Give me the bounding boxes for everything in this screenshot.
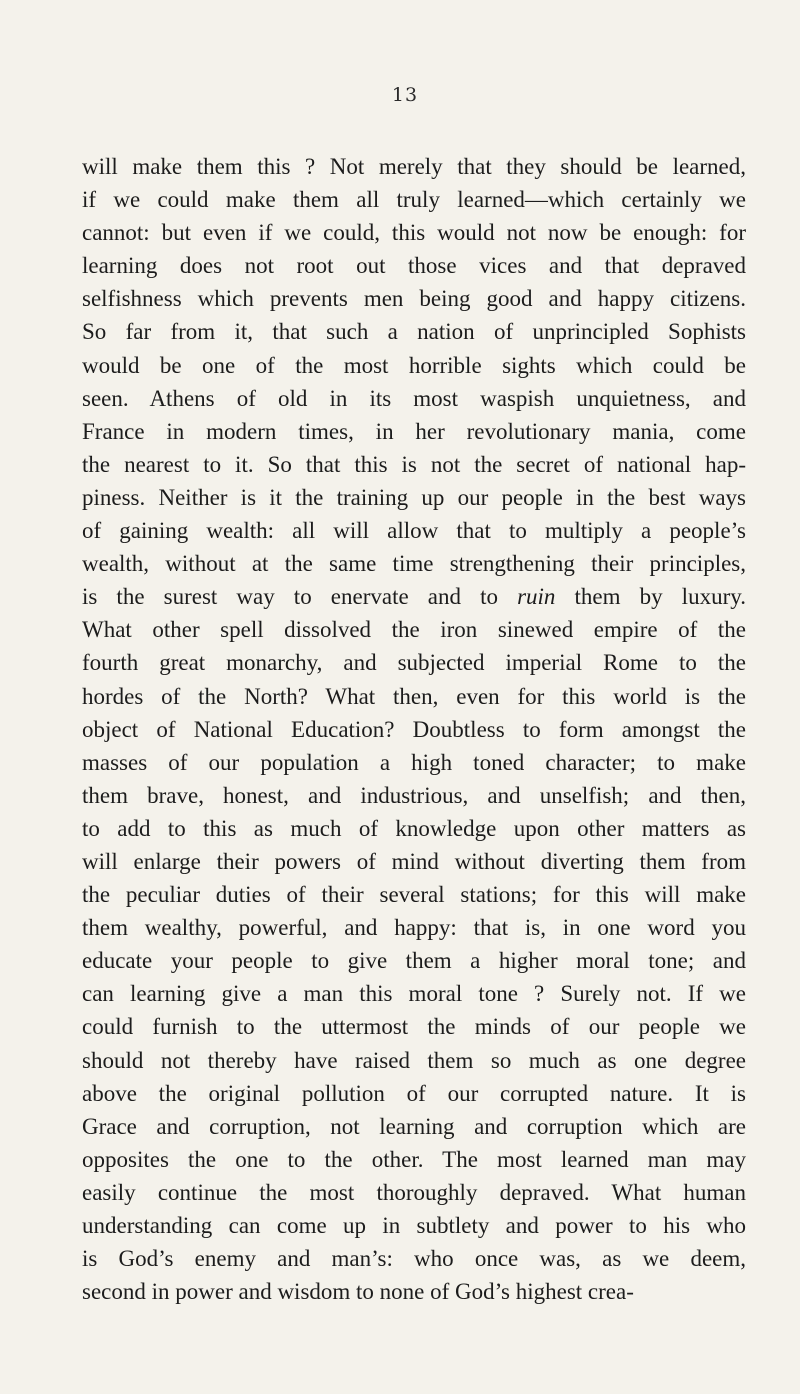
text-line-19: masses of our population a high toned character; to make xyxy=(82,749,746,775)
text-line-11: piness. Neither is it the training up our people in the best ways xyxy=(82,484,746,510)
body-text xyxy=(82,150,746,1308)
text-line-25: educate your people to give them a higher moral tone; and xyxy=(82,948,746,974)
page-number: 13 xyxy=(391,84,419,106)
text-line-35: second in power and wisdom to none of God’s highest crea- xyxy=(82,1279,634,1305)
text-line-16: fourth great monarchy, and subjected imperial Rome to the xyxy=(82,650,746,676)
text-line-34: is God’s enemy and man’s: who once was, as we deem, xyxy=(82,1246,746,1272)
text-line-6: So far from it, that such a nation of unprincipled Sophists xyxy=(82,319,746,345)
text-line-3: cannot: but even if we could, this would not now be enough: for xyxy=(82,220,746,246)
text-line-32: easily continue the most thoroughly depraved. What human xyxy=(82,1179,746,1205)
text-line-23: the peculiar duties of their several stations; for this will make xyxy=(82,882,746,908)
text-line-13: wealth, without at the same time strengthening their principles, xyxy=(82,551,746,577)
text-line-17: hordes of the North? What then, even for this world is the xyxy=(82,683,746,709)
text-line-18: object of National Education? Doubtless to form amongst the xyxy=(82,716,746,742)
text-line-10: the nearest to it. So that this is not the secret of national hap- xyxy=(82,451,746,477)
text-line-31: opposites the one to the other. The most learned man may xyxy=(82,1146,746,1172)
text-line-20: them brave, honest, and industrious, and unselfish; and then, xyxy=(82,782,746,808)
text-line-9: France in modern times, in her revolutionary mania, come xyxy=(82,418,746,444)
text-line-4: learning does not root out those vices and that depraved xyxy=(82,253,746,279)
text-line-14 xyxy=(82,580,746,613)
text-line-26: can learning give a man this moral tone ? Surely not. If we xyxy=(82,981,746,1007)
emphasis-ruin: ruin xyxy=(517,584,556,610)
text-line-21: to add to this as much of knowledge upon other matters as xyxy=(82,815,746,841)
text-line-28: should not thereby have raised them so much as one degree xyxy=(82,1047,746,1073)
text-line-22: will enlarge their powers of mind without diverting them from xyxy=(82,848,746,874)
text-line-33: understanding can come up in subtlety and power to his who xyxy=(82,1213,746,1238)
text-line-30: Grace and corruption, not learning and corruption which are xyxy=(82,1113,746,1139)
text-line-27: could furnish to the uttermost the minds of our people we xyxy=(82,1014,746,1040)
text-line-29: above the original pollution of our corrupted nature. It is xyxy=(82,1080,746,1106)
text-line-8: seen. Athens of old in its most waspish unquietness, and xyxy=(82,385,746,411)
text-line-12: of gaining wealth: all will allow that to multiply a people’s xyxy=(82,518,746,544)
text-line-7: would be one of the most horrible sights which could be xyxy=(82,352,746,378)
text-line-24: them wealthy, powerful, and happy: that is, in one word you xyxy=(82,915,746,941)
text-line-14-after: them by luxury. xyxy=(555,584,746,610)
text-line-15: What other spell dissolved the iron sinewed empire of the xyxy=(82,617,746,643)
text-line-2: if we could make them all truly learned—which certainly we xyxy=(82,187,746,213)
text-line-5: selfishness which prevents men being good and happy citizens. xyxy=(82,286,746,312)
text-line-1: will make them this ? Not merely that they should be learned, xyxy=(82,154,746,179)
text-line-14-before: is the surest way to enervate and to xyxy=(82,584,518,610)
